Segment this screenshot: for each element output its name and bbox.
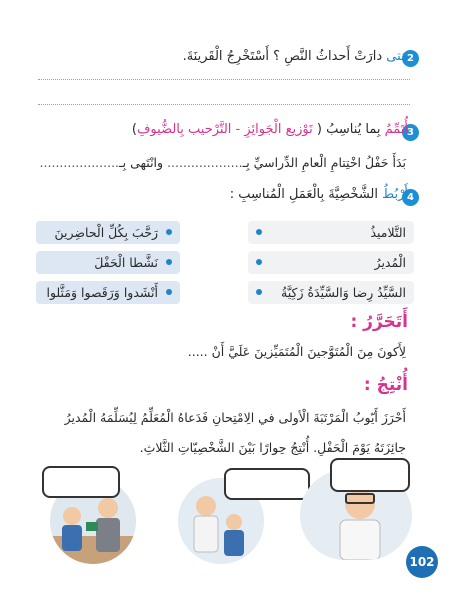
fill-sentence-part-a: بَدَأَ حَفْلُ اخْتِتامِ الْعامِ الدِّراسيِّ بِـ bbox=[242, 155, 406, 170]
section-heading-untij: أُنْتِجُ : bbox=[363, 375, 408, 395]
speech-bubble-1[interactable] bbox=[42, 466, 120, 498]
match-dot[interactable] bbox=[256, 259, 262, 265]
question-2-keyword: مَتى bbox=[386, 49, 408, 64]
fill-sentence-part-b: وانْتَهى بِـ bbox=[119, 155, 164, 170]
section-heading-atahrar: أَتَحَرَّرُ : bbox=[350, 312, 408, 332]
speech-bubble-3[interactable] bbox=[330, 458, 410, 492]
question-number-4: 4 bbox=[402, 189, 419, 206]
question-3-keyword: أُتَمِّمُ bbox=[384, 122, 408, 137]
question-number-3: 3 bbox=[402, 124, 419, 141]
answer-line-1[interactable] bbox=[38, 79, 410, 80]
character-label: السَّيِّدُ رِضا وَالسَّيِّدَةُ زَكِيَّةُ bbox=[281, 285, 406, 300]
character-box-1[interactable] bbox=[248, 221, 414, 244]
question-3-body: بِما يُناسِبُ ( bbox=[312, 122, 385, 137]
action-box-1[interactable] bbox=[36, 221, 180, 244]
match-dot[interactable] bbox=[166, 259, 172, 265]
untij-line-2: جائِزَتَهُ يَوْمَ الْحَفْلِ. أُنْتِجُ حِوارًا بَيْنَ الشَّخْصِيّاتِ الثَّلاثِ. bbox=[139, 440, 406, 455]
question-number-2: 2 bbox=[402, 50, 419, 67]
character-box-2[interactable] bbox=[248, 251, 414, 274]
match-dot[interactable] bbox=[166, 289, 172, 295]
character-label: التَّلاميذُ bbox=[370, 225, 406, 240]
character-label: الْمُديرُ bbox=[374, 255, 406, 270]
character-box-3[interactable] bbox=[248, 281, 414, 304]
question-3-options: تَوْزيع الْجَوائِزِ - التَّرْحيب بِالضُّيوفِ bbox=[136, 122, 313, 137]
question-4-body: الشَّخْصِيَّةَ بِالْعَمَلِ الْمُناسِبِ : bbox=[229, 187, 383, 202]
question-3-close: ) bbox=[131, 122, 137, 137]
question-2-body: دارَتْ أَحداثُ النَّصِ ؟ أَسْتَخْرِجُ الْقَرينَةَ. bbox=[182, 49, 387, 64]
match-dot[interactable] bbox=[256, 289, 262, 295]
question-4-text bbox=[230, 187, 408, 202]
answer-line-2[interactable] bbox=[38, 104, 410, 105]
question-3-text bbox=[132, 122, 408, 137]
atahrar-prompt: لِأَكونَ مِنَ الْمُتَوَّجينَ الْمُتَمَيِّزينَ عَلَيَّ أَنْ ..... bbox=[187, 344, 406, 359]
speech-bubble-2[interactable] bbox=[224, 468, 310, 500]
fill-blank-b[interactable]: .................... bbox=[39, 155, 120, 170]
action-label: أَنْشَدوا وَرَقَصوا وَمَثَّلوا bbox=[46, 285, 158, 300]
untij-line-1: أَحْرَزَ أَيّوبُ الْمَرْتَبَةَ الْأولى في الِامْتِحانِ فَدَعاهُ الْمُعَلِّمُ لِيُسَلِّمَهُ الْمُديرُ bbox=[64, 410, 406, 425]
action-box-3[interactable] bbox=[36, 281, 180, 304]
question-2-text bbox=[183, 49, 408, 64]
question-4-keyword: أَرْبُطُ bbox=[382, 187, 408, 202]
match-dot[interactable] bbox=[166, 229, 172, 235]
question-3-fill-sentence bbox=[40, 155, 406, 170]
match-dot[interactable] bbox=[256, 229, 262, 235]
fill-blank-a[interactable]: ................... bbox=[167, 155, 243, 170]
page-number: 102 bbox=[406, 546, 438, 578]
action-label: نَشَّطا الْحَفْلَ bbox=[94, 255, 158, 270]
action-label: رَحَّبَ بِكُلِّ الْحاضِرينَ bbox=[54, 225, 158, 240]
action-box-2[interactable] bbox=[36, 251, 180, 274]
